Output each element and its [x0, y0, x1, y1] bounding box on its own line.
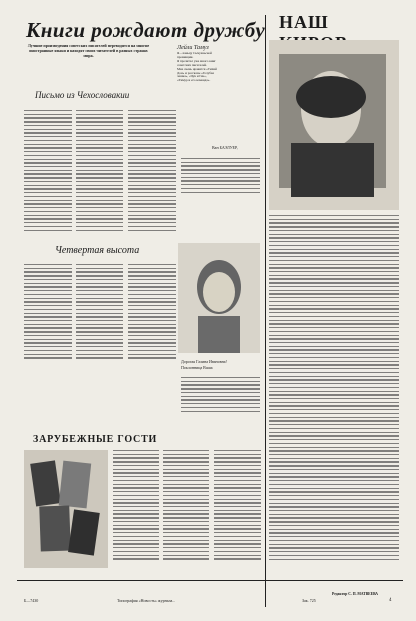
portrait-author-line: Поклонница Ваша — [181, 365, 213, 370]
text-column — [24, 110, 72, 233]
poem-author: Лейли Тамуз — [177, 45, 209, 51]
czech-section-title: Письмо из Чехословакии — [35, 90, 130, 100]
poem-signature: Ван БАЭЛУЕР, — [212, 145, 238, 150]
poem-line: провинции. — [177, 54, 194, 59]
footer-left: Б—7430 — [24, 598, 39, 603]
poem-line: советских писателей. — [177, 62, 207, 67]
poem-line: Мне очень нравится «Тихий — [177, 66, 217, 71]
poem-line: Дон» и рассказы «Голубая — [177, 70, 214, 75]
kirov-portrait — [269, 40, 399, 210]
kirov-caption: Редактор С. П. МАТВЕЕВА — [332, 592, 378, 596]
poem-line: Я—ханьцу Сычуаньской — [177, 51, 212, 55]
quarter-title: Четвертая высота — [55, 245, 140, 256]
portrait-photo — [178, 243, 260, 353]
kirov-text — [269, 215, 399, 562]
text-column — [128, 110, 176, 233]
guests-title: ЗАРУБЕЖНЫЕ ГОСТИ — [33, 434, 158, 445]
text-column — [163, 450, 209, 562]
footer-center: Типография «Новость» журнала... — [117, 598, 176, 603]
text-column — [128, 264, 176, 361]
poem-line: «Тимур и его команда». — [177, 78, 211, 83]
text-column — [76, 264, 123, 361]
masthead-title: Книги рождают дружбу — [26, 18, 266, 42]
text-column — [181, 158, 260, 195]
text-column — [24, 264, 72, 361]
text-column — [113, 450, 159, 562]
right-column-rule — [265, 15, 266, 607]
portrait-signature: Дорогая Галина Ивановна! — [181, 359, 227, 364]
footer-right: Зак. 725 — [302, 598, 316, 603]
poem-text — [177, 52, 255, 83]
masthead-subtitle: Лучшие произведения советских писателей переводятся на многие иностранные языки и находят своих читателей в разных странах мира. — [27, 43, 150, 58]
footer-rule — [17, 580, 403, 581]
poem-line: чашка», «Чук и Гек», — [177, 74, 207, 79]
books-photo — [24, 450, 108, 568]
text-column — [214, 450, 261, 562]
kirov-title: НАШ — [279, 12, 329, 32]
poem-line: Я прочитал уже много книг — [177, 58, 216, 63]
text-column — [76, 110, 123, 233]
text-column — [181, 377, 260, 414]
page-number: 4 — [389, 598, 392, 603]
